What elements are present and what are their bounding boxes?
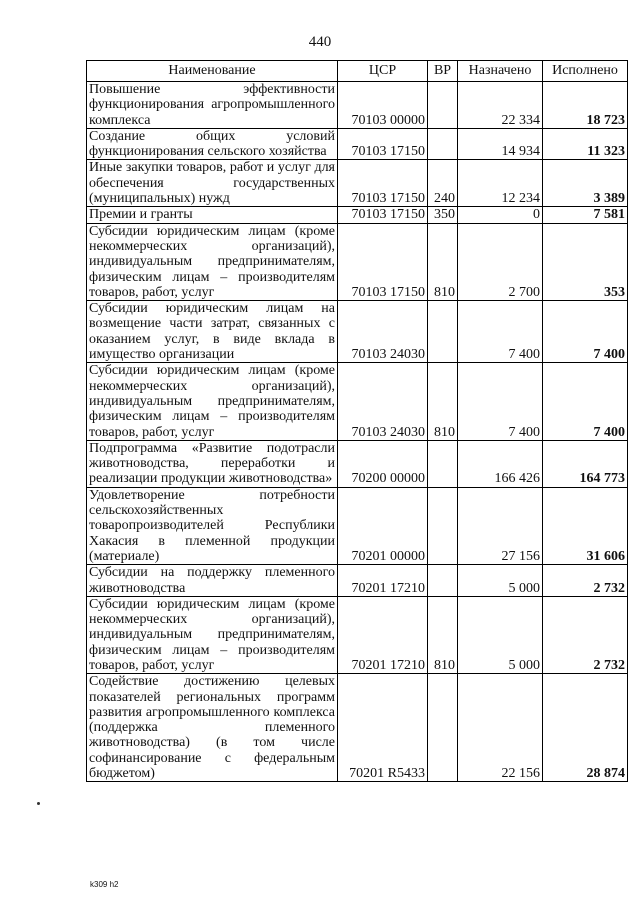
row-csr: 70201 00000 — [338, 487, 428, 564]
scan-speck — [37, 802, 40, 805]
table-row — [87, 82, 628, 129]
row-vr — [428, 674, 458, 782]
row-csr: 70200 00000 — [338, 440, 428, 487]
row-csr: 70201 R5433 — [338, 674, 428, 782]
row-assigned: 22 156 — [458, 674, 543, 782]
page-number: 440 — [308, 34, 332, 50]
row-assigned: 7 400 — [458, 301, 543, 363]
header-csr: ЦСР — [338, 61, 428, 82]
row-vr: 810 — [428, 596, 458, 673]
row-name: Удовлетворение потребности сельскохозяйственных товаропроизводителей Республики Хакасия в племенной продукции (материале) — [87, 487, 338, 564]
row-executed: 2 732 — [543, 565, 628, 597]
table-row — [87, 223, 628, 300]
row-name: Подпрограмма «Развитие подотрасли животноводства, переработки и реализации продукции животноводства» — [87, 440, 338, 487]
row-name: Повышение эффективности функционирования агропромышленного комплекса — [87, 82, 338, 129]
row-csr: 70201 17210 — [338, 565, 428, 597]
row-vr — [428, 440, 458, 487]
row-vr: 350 — [428, 207, 458, 223]
row-csr: 70103 17150 — [338, 160, 428, 207]
table-row — [87, 440, 628, 487]
row-name: Субсидии юридическим лицам (кроме некоммерческих организаций), индивидуальным предпринимателям, физическим лицам – производителям товаров, работ, услуг — [87, 363, 338, 440]
table-row — [87, 160, 628, 207]
header-assigned: Назначено — [458, 61, 543, 82]
row-name: Премии и гранты — [87, 207, 338, 223]
row-executed: 7 400 — [543, 301, 628, 363]
row-csr: 70201 17210 — [338, 596, 428, 673]
row-executed: 164 773 — [543, 440, 628, 487]
row-assigned: 7 400 — [458, 363, 543, 440]
row-executed: 11 323 — [543, 128, 628, 160]
row-assigned: 166 426 — [458, 440, 543, 487]
row-vr — [428, 565, 458, 597]
table-header-row — [87, 61, 628, 82]
row-vr — [428, 128, 458, 160]
footer-code: k309 h2 — [90, 880, 119, 889]
row-csr: 70103 24030 — [338, 363, 428, 440]
row-executed: 7 581 — [543, 207, 628, 223]
header-executed: Исполнено — [543, 61, 628, 82]
row-executed: 353 — [543, 223, 628, 300]
row-vr — [428, 301, 458, 363]
row-name: Субсидии юридическим лицам (кроме некоммерческих организаций), индивидуальным предпринимателям, физическим лицам – производителям товаров, работ, услуг — [87, 596, 338, 673]
row-assigned: 0 — [458, 207, 543, 223]
row-vr: 810 — [428, 363, 458, 440]
header-name: Наименование — [87, 61, 338, 82]
table-row — [87, 674, 628, 782]
row-name: Субсидии на поддержку племенного животноводства — [87, 565, 338, 597]
row-csr: 70103 17150 — [338, 128, 428, 160]
table-row — [87, 596, 628, 673]
budget-table — [86, 60, 628, 782]
table-row — [87, 128, 628, 160]
row-assigned: 5 000 — [458, 565, 543, 597]
row-vr: 240 — [428, 160, 458, 207]
row-executed: 28 874 — [543, 674, 628, 782]
table-row — [87, 207, 628, 223]
row-executed: 2 732 — [543, 596, 628, 673]
row-assigned: 12 234 — [458, 160, 543, 207]
row-name: Иные закупки товаров, работ и услуг для обеспечения государственных (муниципальных) нужд — [87, 160, 338, 207]
row-csr: 70103 24030 — [338, 301, 428, 363]
row-executed: 3 389 — [543, 160, 628, 207]
row-executed: 31 606 — [543, 487, 628, 564]
row-name: Субсидии юридическим лицам на возмещение части затрат, связанных с оказанием услуг, в виде вклада в имущество организации — [87, 301, 338, 363]
row-csr: 70103 17150 — [338, 207, 428, 223]
table-row — [87, 363, 628, 440]
row-csr: 70103 00000 — [338, 82, 428, 129]
row-csr: 70103 17150 — [338, 223, 428, 300]
row-assigned: 27 156 — [458, 487, 543, 564]
row-executed: 7 400 — [543, 363, 628, 440]
row-assigned: 5 000 — [458, 596, 543, 673]
header-vr: ВР — [428, 61, 458, 82]
table-row — [87, 565, 628, 597]
row-name: Создание общих условий функционирования сельского хозяйства — [87, 128, 338, 160]
row-name: Содействие достижению целевых показателей региональных программ развития агропромышленного комплекса (поддержка племенного животноводства) (в том числе софинансирование с федеральным бюджетом) — [87, 674, 338, 782]
row-vr — [428, 82, 458, 129]
row-vr — [428, 487, 458, 564]
table-row — [87, 487, 628, 564]
table-row — [87, 301, 628, 363]
row-assigned: 14 934 — [458, 128, 543, 160]
row-name: Субсидии юридическим лицам (кроме некоммерческих организаций), индивидуальным предпринимателям, физическим лицам – производителям товаров, работ, услуг — [87, 223, 338, 300]
row-assigned: 22 334 — [458, 82, 543, 129]
row-executed: 18 723 — [543, 82, 628, 129]
row-vr: 810 — [428, 223, 458, 300]
row-assigned: 2 700 — [458, 223, 543, 300]
